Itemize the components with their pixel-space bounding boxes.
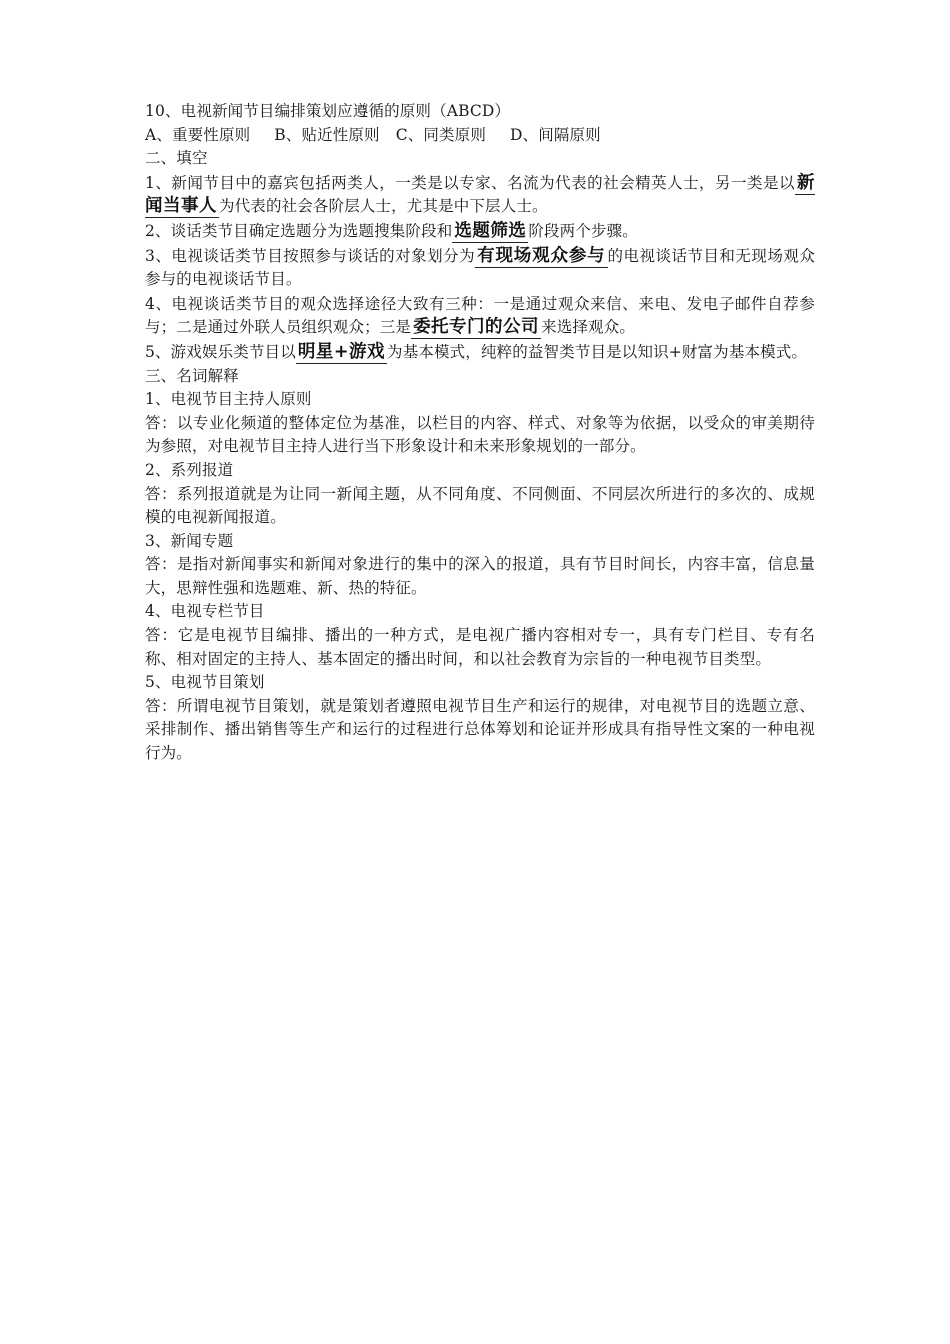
fill-blank-4-answer: 委托专门的公司: [413, 317, 540, 338]
fill-blank-5-after: 为基本模式，纯粹的益智类节目是以知识+财富为基本模式。: [387, 342, 808, 361]
option-a: A、重要性原则: [145, 125, 251, 144]
fill-blank-5-answer: 明星+游戏: [297, 341, 386, 362]
fill-blank-2-after: 阶段两个步骤。: [528, 221, 638, 240]
term-4-definition: 答：它是电视节目编排、播出的一种方式，是电视广播内容相对专一，具有专门栏目、专有名称、相对固定的主持人、基本固定的播出时间，和以社会教育为宗旨的一种电视节目类型。: [145, 626, 815, 668]
question-10: 10、电视新闻节目编排策划应遵循的原则（ABCD）: [145, 102, 511, 120]
term-1: 1、电视节目主持人原则: [145, 390, 312, 409]
fill-blank-3: [145, 245, 815, 292]
term-5: 5、电视节目策划: [145, 673, 265, 692]
option-b: B、贴近性原则: [274, 125, 380, 144]
question-10-options: [145, 124, 815, 148]
fill-blank-1: [145, 172, 815, 219]
term-2-definition: 答：系列报道就是为让同一新闻主题，从不同角度、不同侧面、不同层次所进行的多次的、成规模的电视新闻报道。: [145, 484, 815, 527]
fill-blank-1-before: 1、新闻节目中的嘉宾包括两类人，一类是以专家、名流为代表的社会精英人士，另一类是以: [145, 173, 795, 192]
term-1-definition: 答：以专业化频道的整体定位为基准，以栏目的内容、样式、对象等为依据，以受众的审美期待为参照，对电视节目主持人进行当下形象设计和未来形象规划的一部分。: [145, 413, 815, 456]
fill-blank-1-after: 为代表的社会各阶层人士，尤其是中下层人士。: [219, 197, 548, 216]
fill-blank-4: [145, 293, 815, 340]
fill-blank-2: [145, 220, 815, 244]
document-page: [145, 100, 815, 766]
fill-blank-3-answer: 有现场观众参与: [477, 245, 606, 266]
section-3-heading: 三、名词解释: [145, 366, 239, 385]
fill-blank-5: [145, 341, 815, 365]
fill-blank-4-before: 4、电视谈话类节目的观众选择途径大致有三种：一是通过观众来信、来电、发电子邮件自荐参与；二是通过外联人员组织观众；三是: [145, 294, 815, 337]
fill-blank-1-answer: 新闻当事人: [145, 172, 815, 217]
term-5-definition: 答：所谓电视节目策划，就是策划者遵照电视节目生产和运行的规律，对电视节目的选题立意、采排制作、播出销售等生产和运行的过程进行总体筹划和论证并形成具有指导性文案的一种电视行为。: [145, 696, 815, 763]
option-d: D、间隔原则: [509, 125, 601, 144]
option-c: C、同类原则: [395, 125, 486, 144]
fill-blank-3-before: 3、电视谈话类节目按照参与谈话的对象划分为: [145, 246, 476, 265]
fill-blank-3-after: 的电视谈话节目和无现场观众参与的电视谈话节目。: [145, 246, 816, 289]
term-4: 4、电视专栏节目: [145, 602, 265, 621]
fill-blank-2-answer: 选题筛选: [454, 220, 527, 241]
term-3: 3、新闻专题: [145, 531, 234, 550]
fill-blank-2-before: 2、谈话类节目确定选题分为选题搜集阶段和: [145, 221, 453, 240]
section-2-heading: 二、填空: [145, 149, 208, 168]
fill-blank-5-before: 5、游戏娱乐类节目以: [145, 342, 296, 361]
fill-blank-4-after: 来选择观众。: [541, 318, 635, 337]
term-3-definition: 答：是指对新闻事实和新闻对象进行的集中的深入的报道，具有节目时间长，内容丰富，信息量大，思辩性强和选题难、新、热的特征。: [145, 555, 815, 597]
term-2: 2、系列报道: [145, 460, 234, 479]
